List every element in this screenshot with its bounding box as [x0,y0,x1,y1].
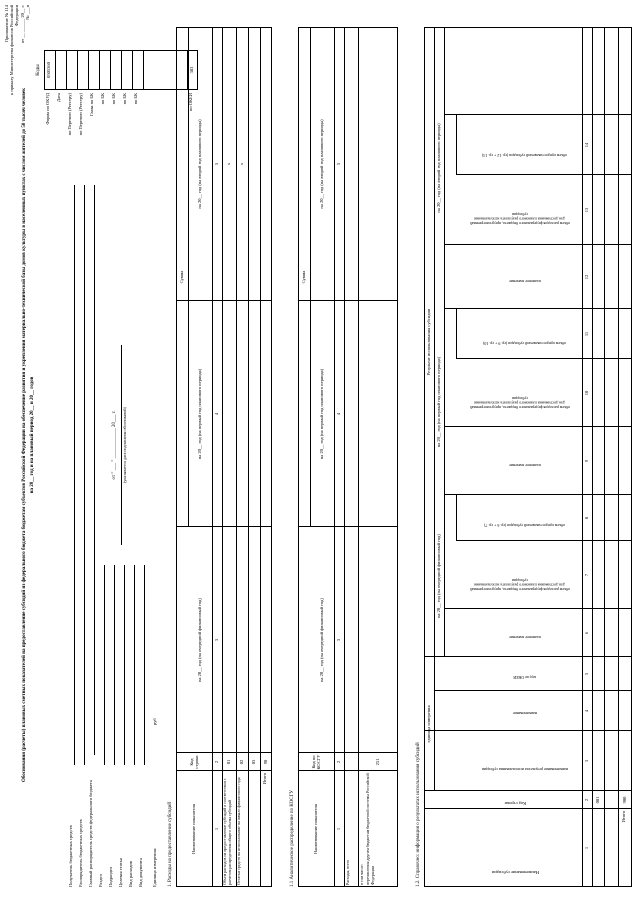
s11-num-3: 3 [336,638,342,642]
field-subsection: Подраздел [108,866,113,887]
report-date: от " ___ " ____________ 20___ г. [112,410,117,480]
field-expense-type: Вид расходов [128,861,133,887]
section-1-title: 1. Расходы на предоставление субсидий [168,801,173,887]
s12-col-results: Результат использования субсидии [426,308,432,376]
s1-col-code: Код строки [188,755,199,769]
s1-col-year-a: на 20__ год (на очередной финансовый год) [197,598,203,682]
okei-code: 383 [189,66,194,74]
document-title-period: на 20__ год и на плановый период 20__ и 20__ годов [30,376,35,494]
s12-col-code: Код строки [504,801,526,806]
s11-col-name: Наименование показателя [313,804,319,854]
s1-num-2: 2 [214,760,220,764]
s11-row-expenses: Расходы, всего [345,859,350,885]
appendix-text-1: к приказу Министерства финансов Российской Федерации [9,5,20,95]
s12-col-subsidy-name: Наименование субсидии [491,870,539,875]
s11-col-year-c: на 20__ год (на второй год планового периода) [319,119,325,209]
codes-label-bk-1: по БК [100,93,105,105]
s12-num-14: 14 [584,142,590,148]
s12-col-units-name: наименование [512,711,538,716]
s11-row-return-code: 251 [375,758,381,766]
s12-col-expenses-b: объем расходов федерального бюджета, предусмотренный для достижения планового результата использования субсидии [470,395,570,410]
codes-label-registry-1: по Перечню (Реестру) [67,93,72,136]
s12-col-expenses-c: объем расходов федерального бюджета, предусмотренный для достижения планового результата использования субсидии [470,211,570,226]
s11-col-sum: Сумма [301,270,307,284]
codes-heading: Коды [36,64,41,76]
s12-total-code: 900 [622,796,628,804]
field-unit-value: руб [152,718,157,725]
report-date-hint: (указывается дата подписания обоснований) [122,407,127,483]
s11-num-5: 5 [336,162,342,166]
s11-col-year-b: на 20__ год (на первый год планового периода) [319,368,325,460]
s12-col-expenses-a: объем расходов федерального бюджета, предусмотренный для достижения планового результата использования субсидии [470,577,570,592]
s12-col-year-b: на 20__ год (на первый год планового периода) [436,356,442,448]
s1-num-3: 3 [214,638,220,642]
appendix-order: № ___н [24,5,30,20]
s12-num-9: 9 [584,459,590,463]
field-recipient: Получатель бюджетных средств [68,825,73,887]
s1-col-year-c: на 20__ год (на второй год планового периода) [197,119,203,209]
s12-total-label: Итого [621,811,626,823]
s1-col-sum: Сумма [179,270,185,284]
codes-label-okud: Форма по ОКУД [45,93,50,125]
field-admin: Распорядитель бюджетных средств [78,819,83,887]
codes-label-registry-2: по Перечню (Реестру) [78,93,83,136]
s11-row-return: перечисления другим бюджетам бюджетной системы Российской Федерации [365,773,375,885]
s1-row-2-value: х [239,162,245,166]
s12-col-year-a: на 20__ год (на очередной финансовый год) [436,534,442,618]
s12-col-subsidy-c: объем предоставляемой субсидии (гр. 12 + гр. 13) [482,153,568,158]
s1-num-5: 5 [214,162,220,166]
field-target-item: Целевая статья [118,858,123,887]
codes-label-date: Дата [56,93,61,102]
s1-row-2: Остатки средств на использование на начало финансового года [236,777,241,885]
s12-num-2: 2 [584,798,590,802]
codes-label-glava: Глава по БК [89,93,94,117]
s1-row-1-code: 01 [226,759,232,765]
section-1-2-title: 1.2. Справочно: информация о результатах использования субсидий [416,742,421,887]
s11-col-year-a: на 20__ год (на очередной финансовый год) [319,598,325,682]
s1-total-label: Итого [262,773,267,785]
s1-row-3-code: 03 [251,759,257,765]
s12-num-3: 3 [584,759,590,763]
field-unit: Единица измерения: [152,847,157,887]
appendix-text-2: от __ ______ 20__ г. [19,5,25,44]
s12-col-units: единица измерения [426,705,432,743]
s12-num-12: 12 [584,274,590,280]
s12-col-result-name: наименование результата использования субсидии [481,767,569,772]
s12-col-year-c: на 20__ год (на второй год планового периода) [436,123,442,213]
okud-code: 0505360 [46,62,51,78]
s12-num-6: 6 [584,631,590,635]
s1-num-4: 4 [214,412,220,416]
s12-num-11: 11 [584,331,590,337]
s11-row-including: в том числе: [359,864,364,885]
s12-num-13: 13 [584,207,590,213]
s12-col-plan-a: плановое значение [509,635,541,640]
s11-num-4: 4 [336,412,342,416]
s12-col-plan-b: плановое значение [509,463,541,468]
s12-row-1-code: 001 [595,796,601,804]
s12-num-4: 4 [584,709,590,713]
s1-row-1-value: х [226,162,232,166]
s12-col-plan-c: плановое значение [509,279,541,284]
codes-label-bk-4: по БК [133,93,138,105]
s12-num-7: 7 [584,573,590,577]
codes-label-okei: по ОКЕИ [188,93,193,112]
s11-col-kosgu: Код по КОСГУ [310,754,321,770]
s1-col-year-b: на 20__ год (на первый год планового периода) [197,368,203,460]
s12-row-2-code [604,791,618,809]
codes-label-bk-2: по БК [111,93,116,105]
s11-num-1: 1 [336,827,342,831]
s1-row-2-code: 02 [239,759,245,765]
s11-num-2: 2 [336,760,342,764]
s12-num-8: 8 [584,516,590,520]
s12-num-1: 1 [584,846,590,850]
s12-col-okei: код по ОКЕИ [513,675,537,680]
s1-col-name: Наименование показателя [191,804,197,854]
s1-row-1: Объем расходов на предоставление субсидий в соответствии с расчетом распределения общего объема субсидий [222,778,232,885]
s12-col-subsidy-b: объем предоставляемой субсидии (гр. 9 + гр. 10) [483,341,567,346]
s1-num-1: 1 [214,827,220,831]
field-document-type: Вид документа [138,858,143,887]
document-title: Обоснования (расчеты) плановых сметных показателей на предоставление субсидий из федерального бюджета бюджетам субъектов Российской Федерации на обеспечение развития и укрепления материально-технической базы домов культуры в населенных пунктах с числом жителей до 50 тысяч человек [22,87,27,783]
s12-num-10: 10 [584,390,590,396]
field-section: Раздел [98,874,103,887]
s12-num-5: 5 [584,672,590,676]
appendix-number: Приложение № 114 [4,5,9,43]
section-1-1-title: 1.1 Аналитическое распределение по КОСГУ [290,789,295,887]
s12-col-subsidy-a: объем предоставляемой субсидии (гр. 6 + гр. 7) [484,523,566,528]
s1-total-code: 90 [263,759,269,765]
codes-label-bk-3: по БК [122,93,127,105]
field-main-admin: Главный распорядитель средств федерального бюджета [88,780,93,887]
